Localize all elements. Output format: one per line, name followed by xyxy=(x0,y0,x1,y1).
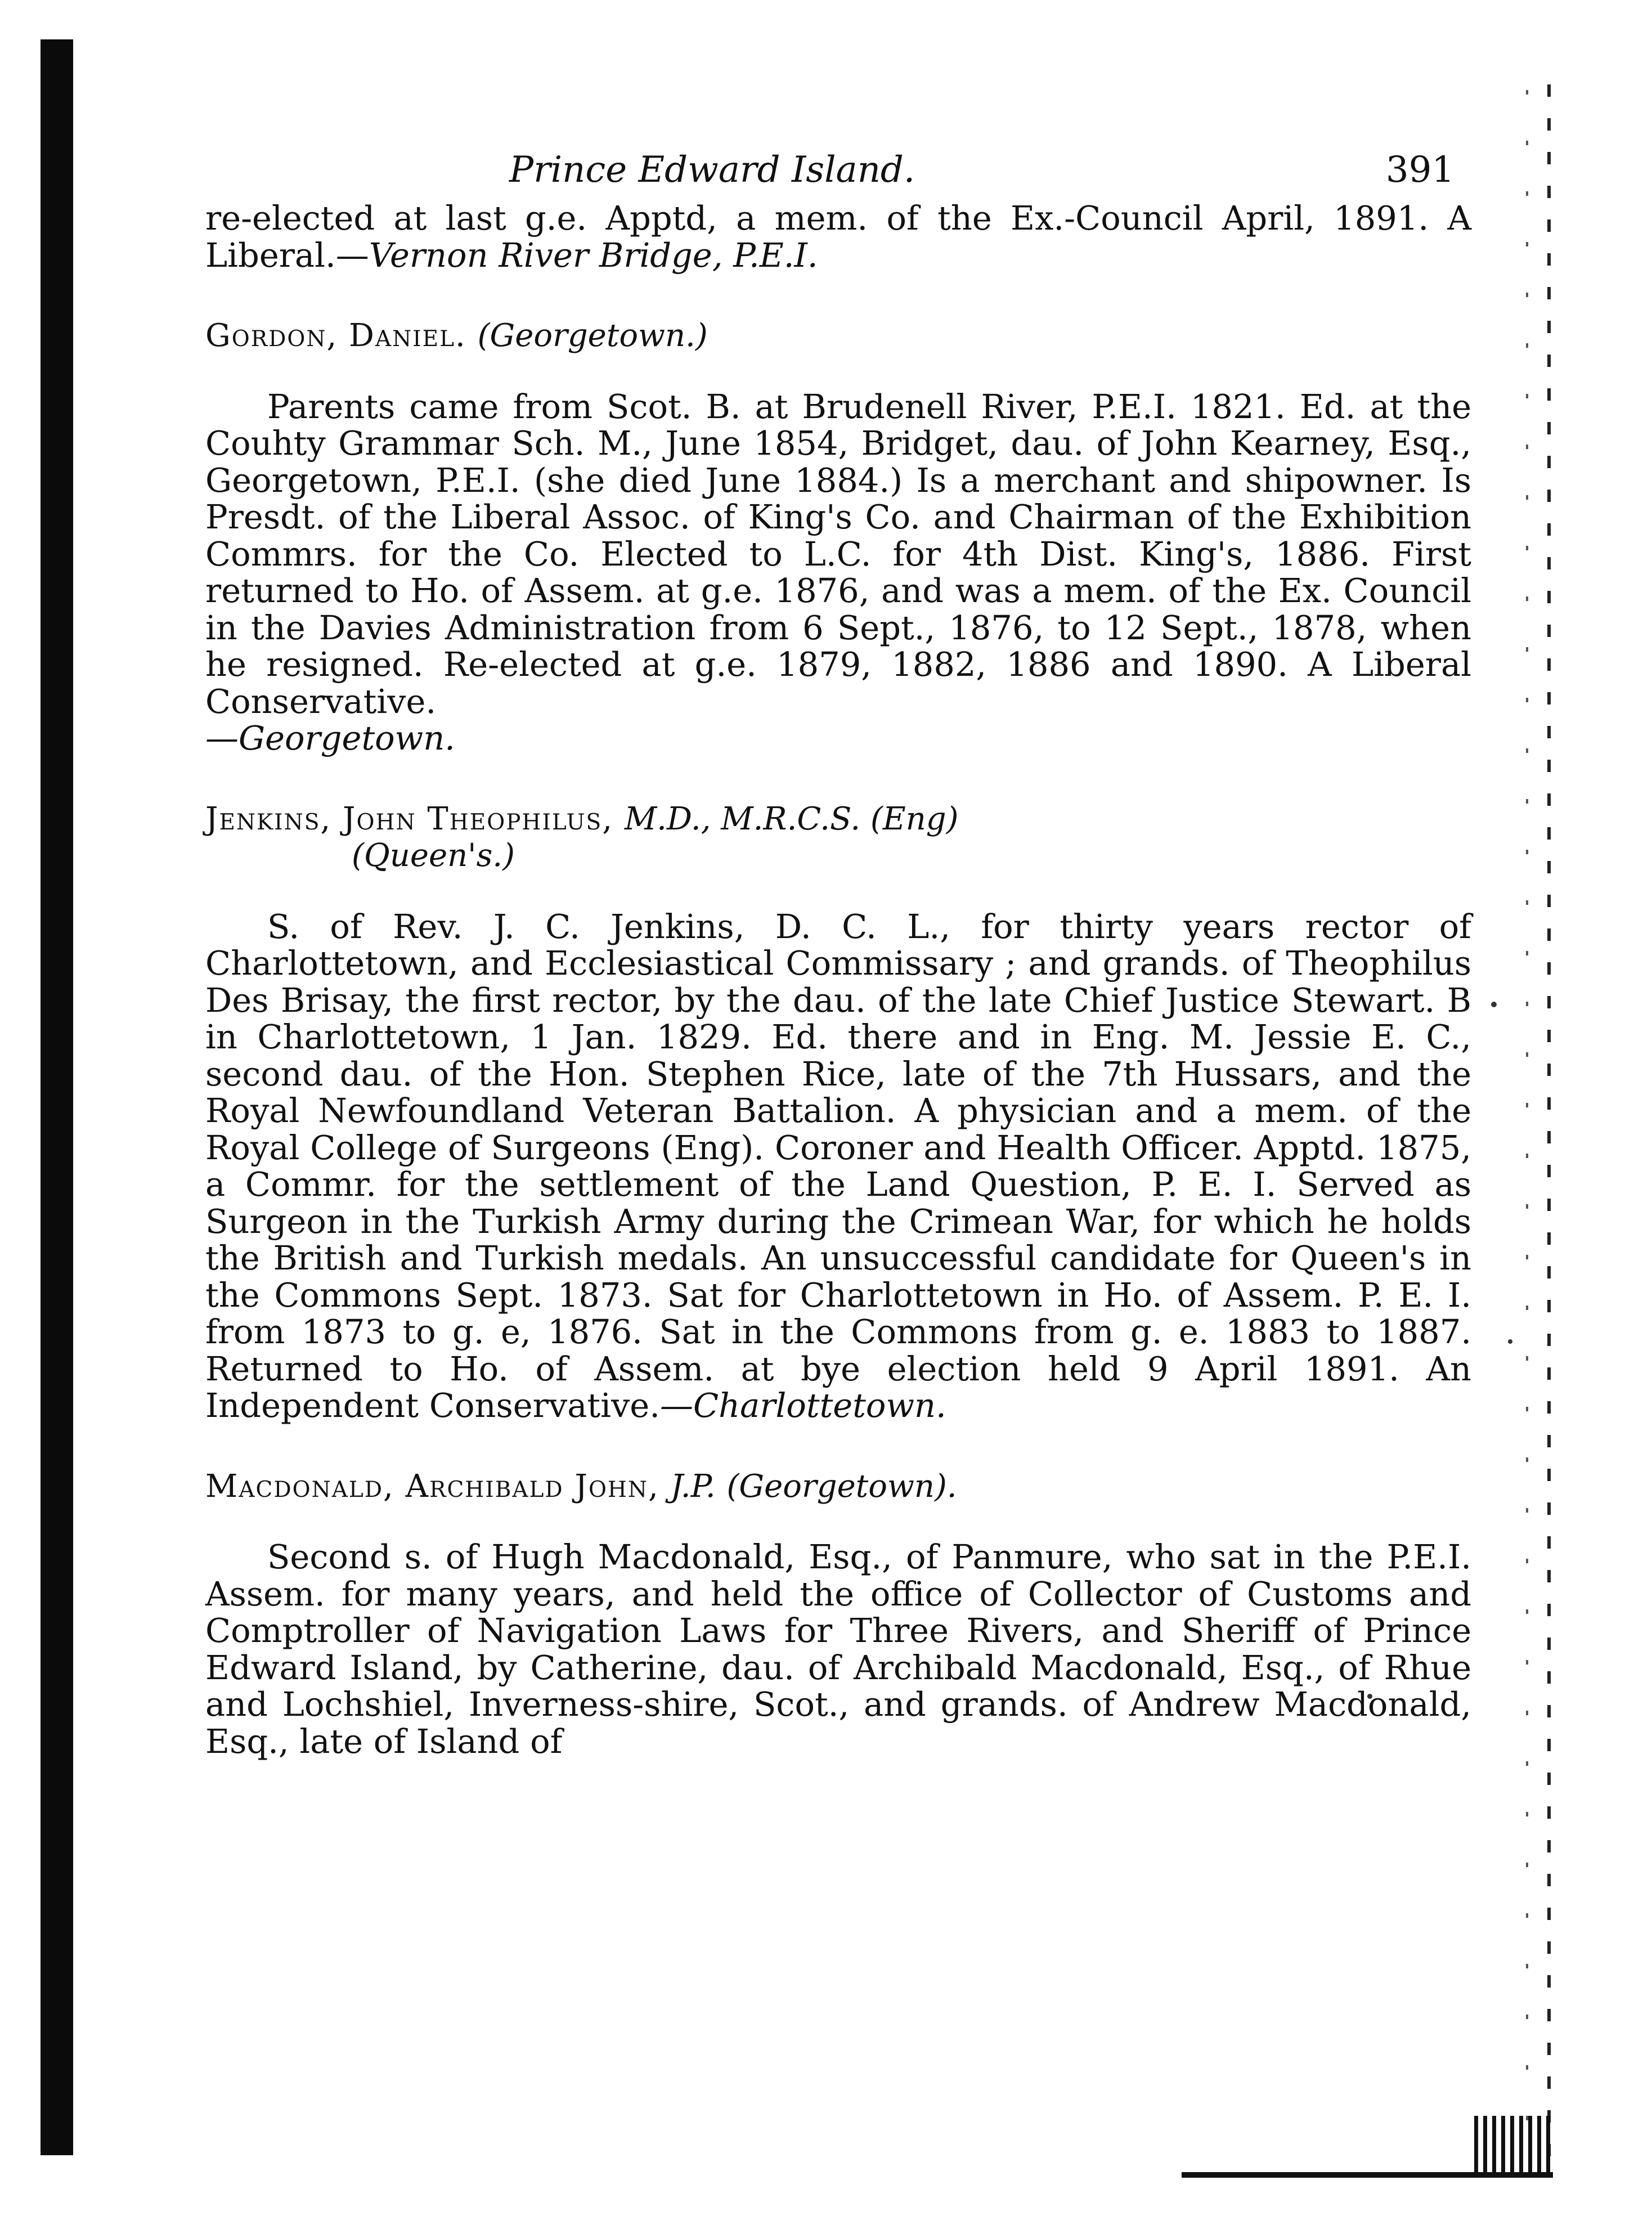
spacer xyxy=(205,1424,1471,1468)
entry-body-macdonald xyxy=(205,1538,1471,1760)
spacer xyxy=(205,757,1471,801)
entry-body-text: Parents came from Scot. B. at Brudenell River, P.E.I. 1821. Ed. at the Couhty Grammar Sch. M., June 1854, Bridget, dau. of John Kearney, Esq., Georgetown, P.E.I. (she died June 1884.) Is a merchant and shipowner. Is Presdt. of the Liberal Assoc. of King's Co. and Chairman of the Exhibition Commrs. for the Co. Elected to L.C. for 4th Dist. King's, 1886. First returned to Ho. of Assem. at g.e. 1876, and was a mem. of the Ex. Council in the Davies Administration from 6 Sept., 1876, to 12 Sept., 1878, when he resigned. Re-elected at g.e. 1879, 1882, 1886 and 1890. A Liberal Conservative. xyxy=(205,387,1471,721)
continuation-address: Vernon River Bridge, P.E.I. xyxy=(369,235,818,275)
entry-qualifications: M.D., M.R.C.S. (Eng) xyxy=(624,800,959,837)
running-header xyxy=(205,138,1471,200)
page-number: 391 xyxy=(1385,149,1455,191)
scan-right-edge xyxy=(1547,84,1551,2178)
spacer xyxy=(205,1505,1471,1538)
entry-heading-jenkins xyxy=(205,801,1471,874)
spacer xyxy=(205,874,1471,908)
entry-name: Macdonald, Archibald John, xyxy=(205,1468,659,1505)
spacer xyxy=(205,355,1471,388)
entry-name: Gordon, Daniel. xyxy=(205,317,466,354)
book-page xyxy=(205,138,1471,1760)
entry-address: —Charlottetown. xyxy=(659,1386,946,1425)
entry-body-text: S. of Rev. J. C. Jenkins, D. C. L., for thirty years rector of Charlottetown, and Ecclesiastical Commissary ; and grands. of Theophilus Des Brisay, the first rector, by the dau. of the late Chief Justice Stewart. B in Charlottetown, 1 Jan. 1829. Ed. there and in Eng. M. Jessie E. C., second dau. of the Hon. Stephen Rice, late of the 7th Hussars, and the Royal Newfoundland Veteran Battalion. A physician and a mem. of the Royal College of Surgeons (Eng). Coroner and Health Officer. Apptd. 1875, a Commr. for the settlement of the Land Question, P. E. I. Served as Surgeon in the Turkish Army during the Crimean War, for which he holds the British and Turkish medals. An unsuccessful candidate for Queen's in the Commons Sept. 1873. Sat for Charlottetown in Ho. of Assem. P. E. I. from 1873 to g. e, 1876. Sat in the Commons from g. e. 1883 to 1887. Returned to Ho. of Assem. at bye election held 9 April 1891. An Independent Conservative. xyxy=(205,907,1471,1425)
entry-name: Jenkins, John Theophilus, xyxy=(205,800,614,837)
entry-body-text: Second s. of Hugh Macdonald, Esq., of Panmure, who sat in the P.E.I. Assem. for many years, and held the office of Collector of Customs and Comptroller of Navigation Laws for Three Rivers, and Sheriff of Prince Edward Island, by Catherine, dau. of Archibald Macdonald, Esq., of Rhue and Lochshiel, Inverness-shire, Scot., and grands. of Andrew Macdonald, Esq., late of Island of xyxy=(205,1537,1471,1761)
scan-left-edge xyxy=(41,39,73,2155)
entry-heading-macdonald xyxy=(205,1468,1471,1505)
entry-constituency: (Georgetown.) xyxy=(477,317,708,354)
entry-body-jenkins xyxy=(205,908,1471,1424)
entry-constituency: (Georgetown). xyxy=(726,1468,957,1505)
scan-speck xyxy=(1508,1339,1512,1344)
continuation-text: re-elected at last g.e. Apptd, a mem. of the Ex.-Council April, 1891. A Liberal.— xyxy=(205,199,1471,275)
entry-constituency: (Queen's.) xyxy=(352,837,515,874)
entry-heading-gordon xyxy=(205,317,1471,355)
entry-body-gordon xyxy=(205,388,1471,757)
scan-corner-artifact xyxy=(1474,2116,1553,2178)
spacer xyxy=(205,273,1471,317)
scan-speck xyxy=(1491,1002,1497,1007)
scan-right-edge-inner xyxy=(1526,90,1528,2161)
continuation-paragraph xyxy=(205,200,1471,273)
entry-qualifications: J.P. xyxy=(670,1468,716,1505)
entry-address: —Georgetown. xyxy=(205,719,455,757)
scan-bottom-edge xyxy=(1182,2172,1553,2178)
running-title: Prince Edward Island. xyxy=(509,149,915,191)
